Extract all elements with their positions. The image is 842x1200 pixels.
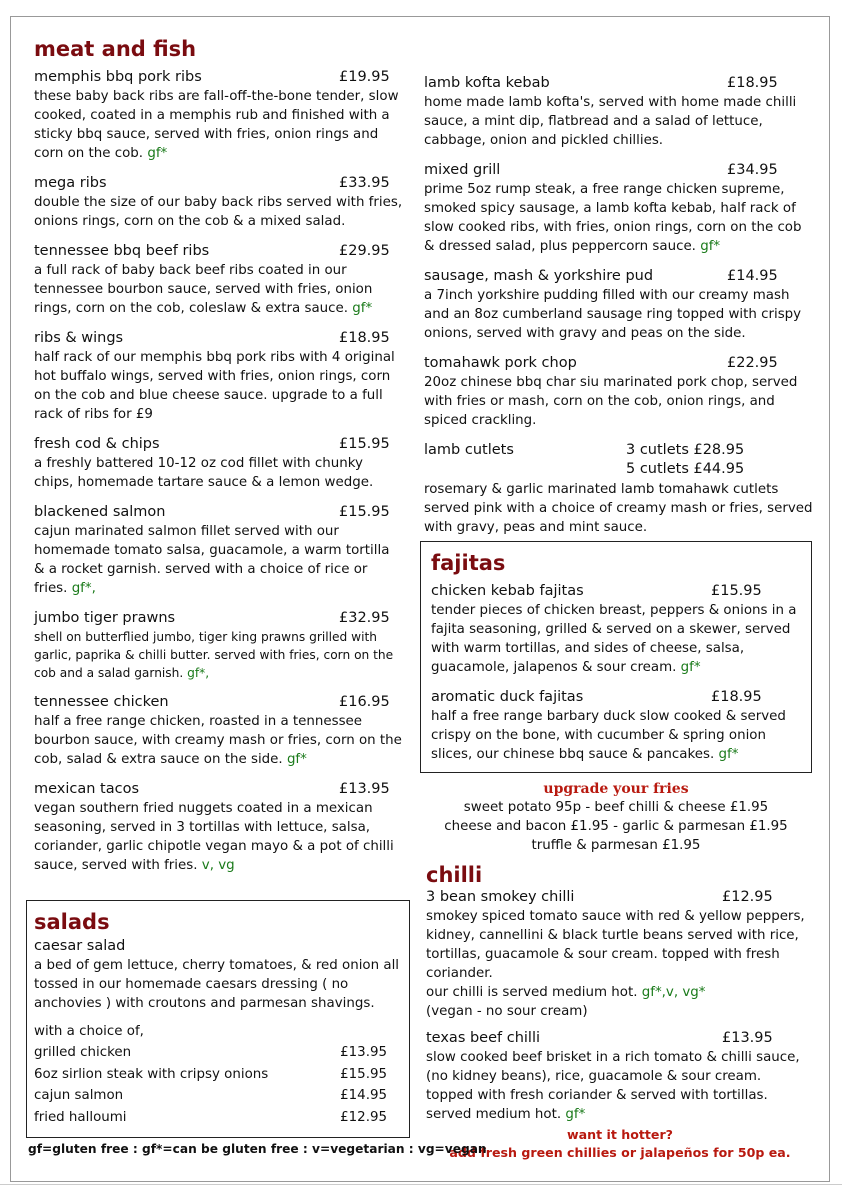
menu-item-blackened-salmon (34, 503, 404, 598)
menu-item-chicken-kebab-fajitas (431, 582, 801, 677)
menu-item-tomahawk-pork-chop (424, 354, 814, 430)
item-price: £13.95 (339, 781, 390, 797)
menu-item-ribs-wings (34, 329, 404, 424)
meat-fish-right-list (424, 74, 814, 430)
option-price: £14.95 (340, 1088, 387, 1103)
salads-box (26, 900, 410, 1138)
item-description: rosemary & garlic marinated lamb tomahawk cutlets served pink with a choice of creamy mash or fries, served with gravy, peas and mint sauce. (424, 482, 813, 535)
chilli-extra: (vegan - no sour cream) (426, 1004, 588, 1019)
item-name: aromatic duck fajitas (431, 689, 584, 705)
item-description: smokey spiced tomato sauce with red & yellow peppers, kidney, cannellini & black turtle beans served with rice, tortillas, guacamole & sour cream. topped with fresh coriander. (426, 909, 805, 981)
item-description: cajun marinated salmon fillet served with our homemade tomato salsa, guacamole, a warm tortilla & a rocket garnish. served with a choice of rice or fries. (34, 524, 390, 596)
item-price: £33.95 (339, 175, 390, 191)
item-name: chicken kebab fajitas (431, 583, 584, 599)
menu-item-mega-ribs (34, 174, 404, 231)
menu-item-lamb-cutlets (424, 441, 814, 537)
menu-item-lamb-kofta-kebab (424, 74, 814, 150)
bottom-divider (0, 1184, 842, 1185)
item-description: half a free range chicken, roasted in a tennessee bourbon sauce, with creamy mash or fries, corn on the cob, salad & extra sauce on the side. (34, 714, 402, 767)
item-price: £12.95 (722, 889, 773, 905)
item-name: tennessee bbq beef ribs (34, 243, 210, 259)
item-description: prime 5oz rump steak, a free range chicken supreme, smoked spicy sausage, a lamb kofta kebab, half rack of slow cooked ribs, with fries, onion rings, corn on the cob & dressed salad, plus peppercorn sauce. (424, 182, 802, 254)
item-description: a freshly battered 10-12 oz cod fillet with chunky chips, homemade tartare sauce & a lemon wedge. (34, 456, 374, 490)
dietary-tag: v, vg (201, 858, 235, 873)
option-price: £12.95 (340, 1109, 387, 1125)
item-name: mega ribs (34, 175, 107, 191)
option-name: cajun salmon (34, 1088, 124, 1103)
fajitas-box (420, 541, 812, 773)
dietary-tag: gf* (286, 752, 307, 767)
menu-item-aromatic-duck-fajitas (431, 688, 801, 764)
dietary-tag: gf*,v, vg* (641, 985, 706, 1000)
fajitas-title: fajitas (431, 551, 506, 575)
option-price: £15.95 (340, 1066, 387, 1082)
item-description: slow cooked beef brisket in a rich tomato & chilli sauce, (no kidney beans), rice, guacamole & sour cream. topped with fresh coriander & served with tortillas. served medium hot. (426, 1050, 800, 1122)
hotter-title: want it hotter? (567, 1127, 673, 1142)
chilli-section (426, 862, 812, 1135)
item-description: tender pieces of chicken breast, peppers & onions in a fajita seasoning, grilled & served on a skewer, served with warm tortillas, and sides of cheese, salsa, guacamole, jalapenos & sour cream. (431, 603, 797, 675)
menu-item-3-bean-smokey-chilli (426, 888, 812, 1021)
salad-option (34, 1107, 409, 1129)
dietary-tag: gf* (718, 747, 739, 762)
menu-item-fresh-cod-chips (34, 435, 404, 492)
salad-option (34, 1064, 409, 1086)
dietary-tag: gf* (680, 660, 701, 675)
chilli-title: chilli (426, 863, 483, 887)
item-description: a full rack of baby back beef ribs coated in our tennessee bourbon sauce, served with fries, onion rings, corn on the cob, coleslaw & extra sauce. (34, 263, 373, 316)
fajitas-list (431, 582, 801, 764)
meat-fish-left-column (34, 36, 404, 886)
menu-item-memphis-bbq-pork-ribs (34, 68, 404, 163)
menu-item-texas-beef-chilli (426, 1029, 812, 1124)
item-name: memphis bbq pork ribs (34, 69, 202, 85)
item-description: vegan southern fried nuggets coated in a mexican seasoning, served in 3 tortillas with lettuce, salsa, coriander, garlic chipotle vegan mayo & a pot of chilli sauce, served with fries. (34, 801, 394, 873)
upgrade-title: upgrade your fries (543, 781, 689, 797)
item-price: £13.95 (722, 1030, 773, 1046)
item-price: £22.95 (727, 355, 778, 371)
item-price: £18.95 (727, 75, 778, 91)
meat-fish-right-column (424, 74, 814, 548)
upgrade-fries (420, 780, 812, 855)
item-name: jumbo tiger prawns (34, 610, 176, 626)
salads-title: salads (34, 910, 110, 934)
salad-choice: with a choice of, (34, 1024, 144, 1039)
option-name: 6oz sirlion steak with cripsy onions (34, 1066, 269, 1082)
meat-fish-left-list (34, 68, 404, 875)
menu-item-mexican-tacos (34, 780, 404, 875)
menu-item-tennessee-bbq-beef-ribs (34, 242, 404, 318)
menu-item-tennessee-chicken (34, 693, 404, 769)
menu-item-sausage-mash-yorkshire-pud (424, 267, 814, 343)
item-name: blackened salmon (34, 504, 166, 520)
item-name: sausage, mash & yorkshire pud (424, 268, 654, 284)
salad-name: caesar salad (34, 938, 126, 954)
menu-item-mixed-grill (424, 161, 814, 256)
item-description: a 7inch yorkshire pudding filled with our creamy mash and an 8oz cumberland sausage ring topped with crispy onions, served with gravy and peas on the side. (424, 288, 802, 341)
dietary-tag: gf* (565, 1107, 586, 1122)
item-price: £29.95 (339, 243, 390, 259)
salad-option (34, 1042, 409, 1064)
item-name: mexican tacos (34, 781, 140, 797)
item-name: fresh cod & chips (34, 436, 160, 452)
upgrade-line: truffle & parmesan £1.95 (531, 838, 701, 853)
item-price: £18.95 (339, 330, 390, 346)
item-price: £15.95 (339, 504, 390, 520)
item-name: texas beef chilli (426, 1030, 541, 1046)
menu-item-jumbo-tiger-prawns (34, 609, 404, 682)
item-name: 3 bean smokey chilli (426, 889, 575, 905)
item-price: £18.95 (711, 689, 762, 705)
hotter-note: add fresh green chillies or jalapeños for 50p ea. (449, 1145, 791, 1160)
item-price: 5 cutlets £44.95 (626, 461, 745, 477)
meat-fish-title: meat and fish (34, 37, 197, 61)
dietary-tag: gf*, (71, 581, 96, 596)
option-name: grilled chicken (34, 1045, 132, 1060)
item-price: £15.95 (339, 436, 390, 452)
salad-options-list (34, 1042, 409, 1128)
upgrade-line: sweet potato 95p - beef chilli & cheese £1.95 (463, 800, 769, 815)
dietary-tag: gf* (352, 301, 373, 316)
item-name: tennessee chicken (34, 694, 169, 710)
item-price: £34.95 (727, 162, 778, 178)
item-price: £32.95 (339, 610, 390, 626)
item-description: 20oz chinese bbq char siu marinated pork chop, served with fries or mash, corn on the cob, onion rings, and spiced crackling. (424, 375, 798, 428)
item-description: half rack of our memphis bbq pork ribs with 4 original hot buffalo wings, served with fries, onion rings, corn on the cob and blue cheese sauce. upgrade to a full rack of ribs for £9 (34, 350, 395, 422)
option-name: fried halloumi (34, 1109, 127, 1125)
item-description: these baby back ribs are fall-off-the-bone tender, slow cooked, coated in a memphis rub and finished with a sticky bbq sauce, served with fries, onion rings and corn on the cob. (34, 89, 399, 161)
dietary-tag: gf* (147, 146, 168, 161)
chilli-note: our chilli is served medium hot. (426, 985, 638, 1000)
item-name: mixed grill (424, 162, 501, 178)
item-price: £14.95 (727, 268, 778, 284)
item-price: £19.95 (339, 69, 390, 85)
dietary-legend: gf=gluten free : gf*=can be gluten free : v=vegetarian : vg=vegan (28, 1142, 487, 1156)
item-name: lamb kofta kebab (424, 75, 550, 91)
item-description: double the size of our baby back ribs served with fries, onions rings, corn on the cob & a mixed salad. (34, 195, 403, 229)
item-name: ribs & wings (34, 330, 124, 346)
upgrade-line: cheese and bacon £1.95 - garlic & parmesan £1.95 (444, 819, 788, 834)
item-name: lamb cutlets (424, 442, 514, 458)
item-description: half a free range barbary duck slow cooked & served crispy on the bone, with cucumber & spring onion slices, our chinese bbq sauce & pancakes. (431, 709, 786, 762)
salad-description: a bed of gem lettuce, cherry tomatoes, & red onion all tossed in our homemade caesars dressing ( no anchovies ) with croutons and parmesan shavings. (34, 958, 400, 1011)
item-description: home made lamb kofta's, served with home made chilli sauce, a mint dip, flatbread and a salad of lettuce, cabbage, onion and pickled chillies. (424, 95, 797, 148)
option-price: £13.95 (340, 1045, 387, 1060)
item-price: £16.95 (339, 694, 390, 710)
item-price: 3 cutlets £28.95 (626, 442, 745, 458)
dietary-tag: gf*, (187, 666, 210, 680)
item-name: tomahawk pork chop (424, 355, 577, 371)
item-description: shell on butterflied jumbo, tiger king prawns grilled with garlic, paprika & chilli butter. served with fries, corn on the cob and a salad garnish. (34, 630, 394, 680)
salad-option (34, 1085, 409, 1107)
dietary-tag: gf* (700, 239, 721, 254)
item-price: £15.95 (711, 583, 762, 599)
